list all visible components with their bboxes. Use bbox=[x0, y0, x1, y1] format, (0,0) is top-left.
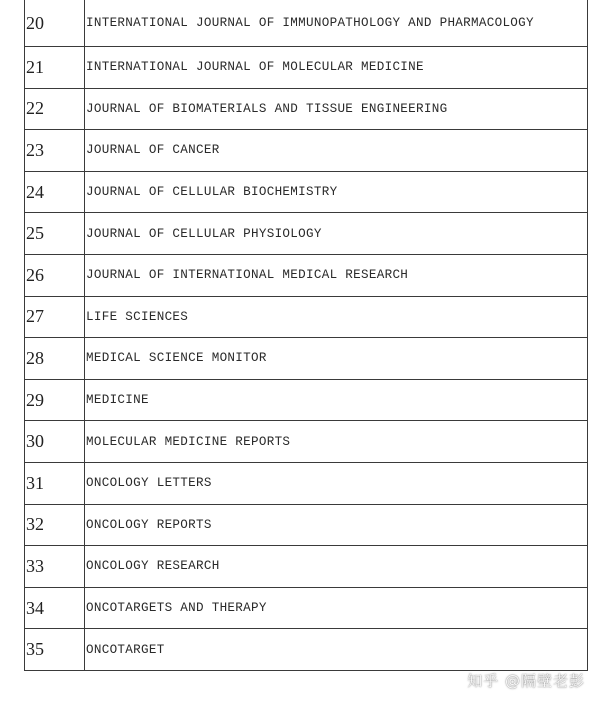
row-number: 27 bbox=[25, 297, 85, 338]
table-row bbox=[25, 379, 587, 421]
table-row bbox=[25, 628, 587, 670]
journal-name: JOURNAL OF CELLULAR PHYSIOLOGY bbox=[86, 226, 322, 241]
row-number: 28 bbox=[25, 338, 85, 379]
journal-name: MEDICAL SCIENCE MONITOR bbox=[86, 351, 267, 366]
journal-name: ONCOTARGETS AND THERAPY bbox=[86, 601, 267, 616]
row-number: 22 bbox=[25, 89, 85, 130]
row-number: 20 bbox=[25, 0, 85, 46]
journal-name: JOURNAL OF CELLULAR BIOCHEMISTRY bbox=[86, 185, 338, 200]
table-row bbox=[25, 254, 587, 296]
row-number: 31 bbox=[25, 463, 85, 504]
row-number: 29 bbox=[25, 380, 85, 421]
row-number: 23 bbox=[25, 130, 85, 171]
journal-name: ONCOLOGY LETTERS bbox=[86, 476, 212, 491]
row-number: 35 bbox=[25, 629, 85, 670]
row-number: 32 bbox=[25, 505, 85, 546]
journal-name: LIFE SCIENCES bbox=[86, 309, 189, 324]
row-number: 34 bbox=[25, 588, 85, 629]
journal-name: ONCOLOGY REPORTS bbox=[86, 517, 212, 532]
watermark: 知乎 @隔壁老彭 bbox=[467, 672, 585, 690]
journal-name: INTERNATIONAL JOURNAL OF MOLECULAR MEDICINE bbox=[86, 60, 424, 75]
table-row bbox=[25, 212, 587, 254]
journal-name: JOURNAL OF BIOMATERIALS AND TISSUE ENGINEERING bbox=[86, 101, 448, 116]
table-row bbox=[25, 46, 587, 88]
journal-name: ONCOLOGY RESEARCH bbox=[86, 559, 220, 574]
journal-name: JOURNAL OF INTERNATIONAL MEDICAL RESEARCH bbox=[86, 268, 409, 283]
table-row bbox=[25, 296, 587, 338]
row-number: 25 bbox=[25, 213, 85, 254]
table-row bbox=[25, 129, 587, 171]
journal-table bbox=[24, 0, 588, 671]
table-row bbox=[25, 88, 587, 130]
table-row bbox=[25, 420, 587, 462]
table-row bbox=[25, 0, 587, 46]
journal-name: MOLECULAR MEDICINE REPORTS bbox=[86, 434, 291, 449]
journal-name: ONCOTARGET bbox=[86, 642, 165, 657]
row-number: 24 bbox=[25, 172, 85, 213]
table-row bbox=[25, 504, 587, 546]
row-number: 21 bbox=[25, 47, 85, 88]
table-row bbox=[25, 587, 587, 629]
table-row bbox=[25, 337, 587, 379]
journal-name: MEDICINE bbox=[86, 393, 149, 408]
journal-name: INTERNATIONAL JOURNAL OF IMMUNOPATHOLOGY AND PHARMACOLOGY bbox=[86, 16, 534, 30]
row-number: 30 bbox=[25, 421, 85, 462]
table-row bbox=[25, 171, 587, 213]
table-row bbox=[25, 462, 587, 504]
row-number: 33 bbox=[25, 546, 85, 587]
table-row bbox=[25, 545, 587, 587]
row-number: 26 bbox=[25, 255, 85, 296]
journal-name: JOURNAL OF CANCER bbox=[86, 143, 220, 158]
